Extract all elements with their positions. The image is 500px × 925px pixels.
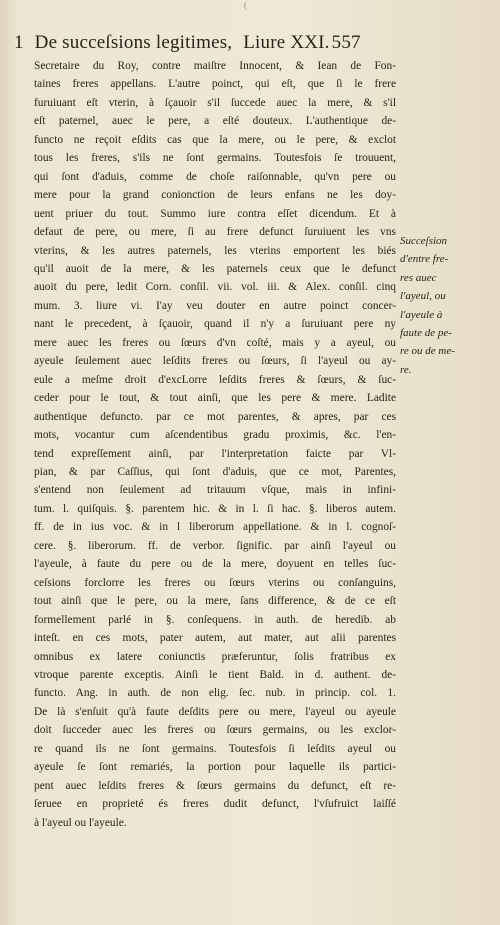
page-number: 557 [331, 32, 361, 53]
text-line: uent priuer du tout. Summo iure contra eſſet dicendum. Et à [34, 207, 396, 220]
marginal-note-line: l'ayeule à [400, 308, 443, 321]
text-line: re quand ils ne ſont germains. Toutesfois ſi leſdits ayeul ou [34, 742, 396, 755]
text-line: ſeruee en proprieté és freres dudit defunct, l'vſufruict laiſſé [34, 798, 396, 811]
text-line: vterins, & les autres paternels, les vterins emportent les biés [34, 244, 396, 257]
folio-number: 1 [14, 32, 24, 53]
marginal-note-line: re ou de me- [400, 345, 455, 358]
text-line: tum. l. quiſquis. §. parentem hic. & in l. ſi hac. §. liberos autem. [34, 502, 396, 515]
text-line: ff. de in ius voc. & in l liberorum appellatione. & in l. cognoſ- [34, 521, 396, 534]
text-line: ceder pour le tout, & tout ainſi, que les pere & mere. Ladite [34, 392, 396, 405]
text-line: omnibus ex latere coniunctis præferuntur, ſolis fratribus ex [34, 650, 396, 663]
text-line: mum. 3. liure vi. I'ay veu douter en autre poinct concer- [34, 299, 396, 312]
text-line: furuiuant eſt vterin, à ſçauoir s'il ſuccede auec la mere, & s'il [34, 96, 396, 109]
text-line: tous les freres, s'ils ne ſont germains. Toutesfois ſe trouuent, [34, 152, 396, 165]
text-line: doit ſucceder auec les freres ou ſœurs germains, ou les exclor- [34, 724, 396, 737]
text-line: inteſt. en ces mots, pater autem, aut mater, aut alii parentes [34, 632, 396, 645]
marginal-note-line: l'ayeul, ou [400, 290, 446, 303]
text-line: mots, vocantur cum aſcendentibus gradu proximis, &c. l'en- [34, 429, 396, 442]
text-line: ayeule ſe ſont remariés, la portion pour laquelle ils partici- [34, 761, 396, 774]
text-line: De là s'enſuit qu'à faute deſdits pere ou mere, l'ayeul ou ayeule [34, 705, 396, 718]
text-line: mere auec les freres ou ſœurs d'vn coſté, mais y a ayeul, ou [34, 336, 396, 349]
text-line: tend expreſſement ainſi, par l'interpretation faicte par Vl- [34, 447, 396, 460]
text-line: pian, & par Caſſius, qui ſont d'aduis, que ce mot, Parentes, [34, 465, 396, 478]
text-line: nant le precedent, à ſçauoir, quand il n'y a ſuruiuant pere ny [34, 318, 396, 331]
text-line: functo. Ang. in auth. de non elig. ſec. nub. in princip. col. 1. [34, 687, 396, 700]
marginal-note-line: re. [400, 363, 412, 376]
top-mark: ( [244, 0, 247, 10]
header-title: De succeſsions legitimes, [34, 32, 233, 53]
text-line: mere pour la grand conionction de leurs enfans ne les doy- [34, 189, 396, 202]
text-line: tout ainſi que le pere, ou la mere, ſans difference, & de ce eſt [34, 595, 396, 608]
text-line: pent auec leſdits freres & ſœurs germains du defunct, eſt re- [34, 779, 396, 792]
text-line: qui ſont d'aduis, comme de choſe raiſonnable, qu'vn pere ou [34, 170, 396, 183]
text-line: functo ne reçoit eſdits cas que la mere, ou le pere, & exclot [34, 133, 396, 146]
text-line: cere. §. liberorum. ff. de verbor. ſignific. par ainſi l'ayeul ou [34, 539, 396, 552]
text-line: eſt paternel, auec le pere, a eſté douteux. L'authentique de- [34, 115, 396, 128]
text-line: defaut de pere, ou mere, ſi au frere defunct ſuruiuent les vns [34, 226, 396, 239]
text-line: qu'il auoit de la mere, & les paternels ceux que le defunct [34, 262, 396, 275]
header-book: Liure XXI. [243, 32, 330, 53]
running-header [14, 32, 394, 54]
text-line: ceſsions forclorre les freres ou ſœurs vterins ou conſanguins, [34, 576, 396, 589]
marginal-note-line: d'entre fre- [400, 253, 449, 266]
text-line: formellement parlé in §. conſequens. in auth. de heredib. ab [34, 613, 396, 626]
marginal-note-line: Succeſsion [400, 235, 448, 247]
text-line: taines freres appellans. L'autre poinct, qui eſt, que ſi le frere [34, 78, 396, 91]
text-line: à l'ayeul ou l'ayeule. [34, 816, 127, 829]
text-line: ayeule ſeulement auec leſdits freres ou ſœurs, ſi l'ayeul ou ay- [34, 355, 396, 368]
text-line: auoit du pere, ledit Corn. conſil. vii. vol. iii. & Alex. conſil. cinq [34, 281, 396, 294]
text-line: vtroque parente exceptis. Ainſi le tient Bald. in d. authent. de- [34, 668, 396, 681]
text-line: authentique defuncto. par ce mot parentes, & apres, par ces [34, 410, 396, 423]
text-line: l'ayeule, à faute du pere ou de la mere, doyuent en telles ſuc- [34, 558, 396, 571]
text-line: s'entend non ſeulement ad tritauum vſque, mais in infini- [34, 484, 396, 497]
text-line: eule a meſme droit d'excLorre leſdits freres & ſœurs, & ſuc- [34, 373, 396, 386]
text-line: Secretaire du Roy, contre maiſtre Innocent, & Iean de Fon- [34, 60, 396, 72]
marginal-note-line: faute de pe- [400, 327, 452, 340]
marginal-note [400, 232, 492, 379]
marginal-note-line: res auec [400, 271, 437, 284]
body-text [34, 57, 396, 832]
